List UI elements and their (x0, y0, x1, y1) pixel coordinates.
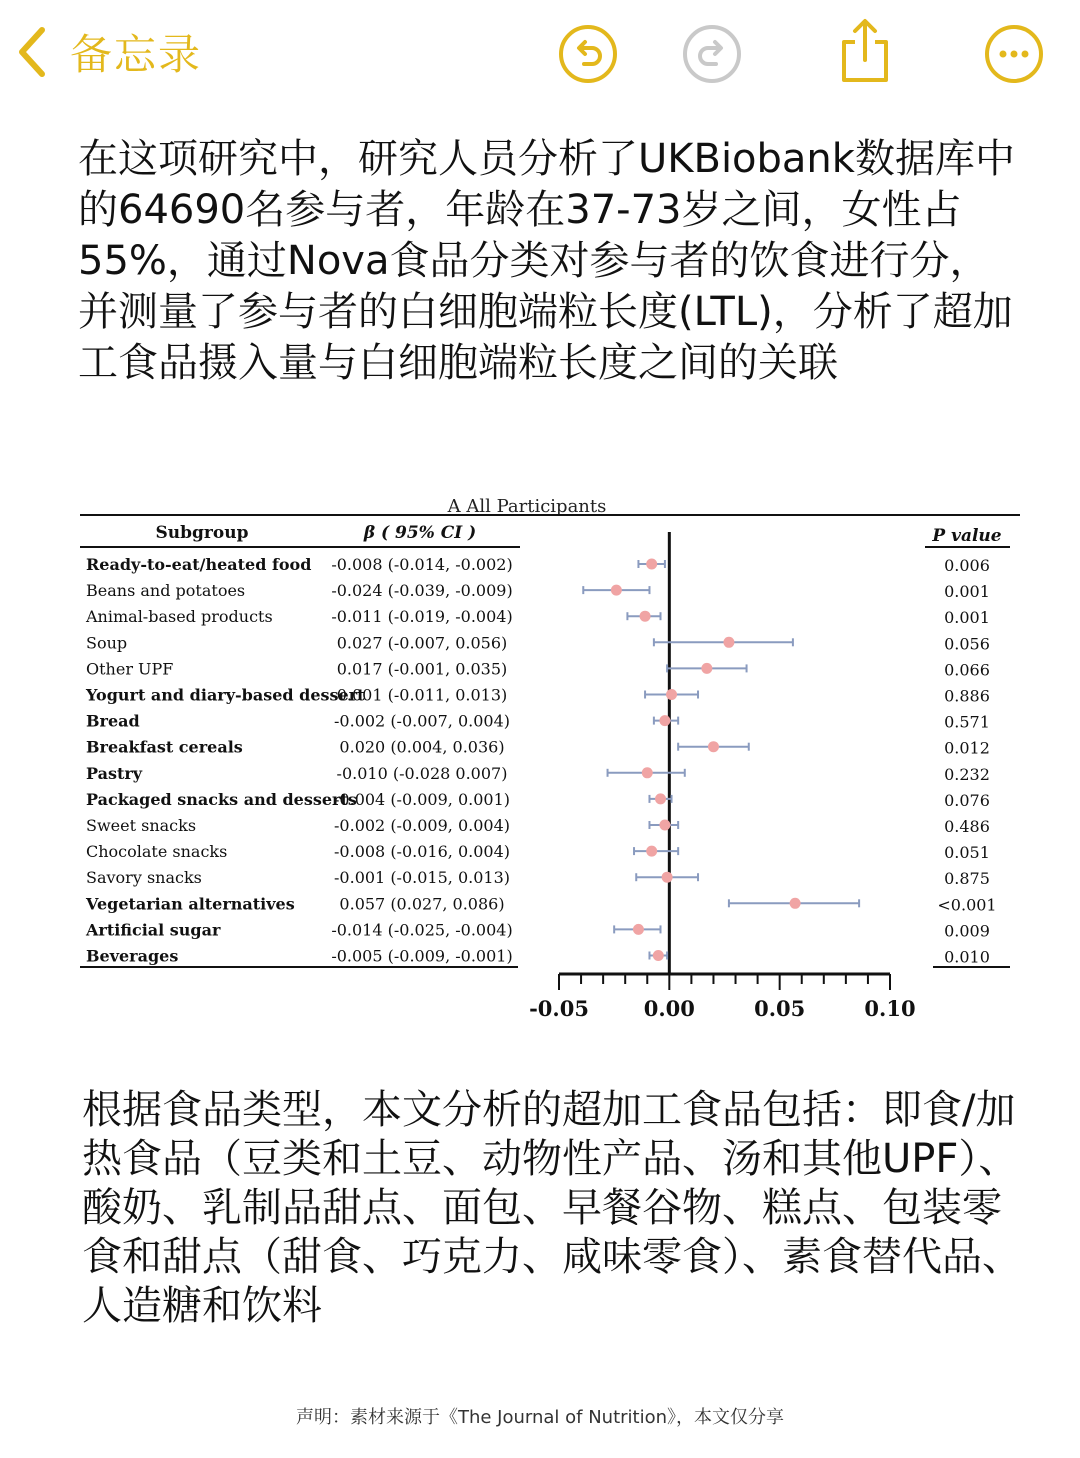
row-label: Yogurt and diary-based dessert (86, 685, 365, 705)
row-p-value: 0.886 (944, 686, 990, 706)
row-beta-ci: -0.008 (-0.014, -0.002) (331, 555, 513, 574)
row-p-value: 0.486 (944, 817, 990, 836)
point-estimate (633, 924, 644, 935)
point-estimate (640, 611, 651, 622)
row-beta-ci: -0.004 (-0.009, 0.001) (334, 789, 510, 809)
row-p-value: 0.012 (944, 738, 990, 758)
point-estimate (646, 846, 657, 857)
row-beta-ci: -0.024 (-0.039, -0.009) (331, 581, 513, 601)
x-tick-label: 0.05 (754, 996, 806, 1021)
note-paragraph-intro[interactable]: 在这项研究中，研究人员分析了UKBiobank数据库中的64690名参与者，年龄在37-73岁之间，女性占55%，通过Nova食品分类对参与者的饮食进行分，并测量了参与者的白细胞端粒长度(LTL)，分析了超加工食品摄入量与白细胞端粒长度之间的关联 (78, 136, 1015, 386)
row-p-value: 0.232 (944, 764, 990, 784)
row-beta-ci: 0.057 (0.027, 0.086) (339, 894, 505, 914)
redo-circle-icon[interactable] (682, 24, 742, 84)
row-beta-ci: 0.027 (-0.007, 0.056) (336, 633, 508, 653)
row-p-value: 0.006 (944, 556, 990, 575)
row-p-value: <0.001 (937, 895, 997, 915)
p-value-header: P value (932, 526, 1002, 546)
row-label: Artificial sugar (86, 920, 221, 940)
forest-plot (0, 490, 1080, 1050)
row-beta-ci: -0.008 (-0.016, 0.004) (334, 842, 510, 862)
row-p-value: 0.571 (944, 712, 990, 732)
chevron-left-icon (14, 24, 50, 80)
row-p-value: 0.875 (944, 869, 990, 889)
note-paragraph-food-types[interactable]: 根据食品类型，本文分析的超加工食品包括：即食/加热食品（豆类和土豆、动物性产品、汤和其他UPF）、酸奶、乳制品甜点、面包、早餐谷物、糕点、包装零食和甜点（甜食、巧克力、咸味零食）、素食替代品、人造糖和饮料 (82, 1087, 1022, 1329)
row-label: Breakfast cereals (86, 737, 243, 757)
point-estimate (655, 793, 666, 804)
row-p-value: 0.076 (944, 790, 990, 810)
x-tick-label: -0.05 (529, 996, 589, 1021)
point-estimate (659, 820, 670, 831)
row-label: Beans and potatoes (86, 581, 246, 601)
undo-circle-icon[interactable] (558, 24, 618, 84)
row-p-value: 0.051 (944, 843, 990, 863)
row-beta-ci: 0.017 (-0.001, 0.035) (336, 659, 508, 679)
row-p-value: 0.056 (944, 634, 990, 654)
point-estimate (790, 898, 801, 909)
row-beta-ci: -0.014 (-0.025, -0.004) (331, 920, 513, 940)
row-beta-ci: 0.001 (-0.011, 0.013) (336, 685, 508, 705)
point-estimate (662, 872, 673, 883)
row-beta-ci: -0.010 (-0.028 0.007) (336, 763, 508, 783)
point-estimate (611, 585, 622, 596)
back-label: 备忘录 (70, 30, 203, 79)
point-estimate (708, 741, 719, 752)
source-disclaimer: 声明：素材来源于《The Journal of Nutrition》，本文仅分享 (295, 1407, 785, 1428)
row-beta-ci: -0.005 (-0.009, -0.001) (331, 946, 513, 966)
notes-toolbar (0, 0, 1080, 110)
point-estimate (659, 715, 670, 726)
row-label: Animal-based products (86, 607, 273, 627)
row-p-value: 0.066 (944, 660, 990, 680)
row-beta-ci: -0.002 (-0.007, 0.004) (334, 711, 510, 731)
row-beta-ci: -0.002 (-0.009, 0.004) (334, 816, 510, 835)
row-label: Other UPF (86, 659, 174, 679)
row-beta-ci: -0.001 (-0.015, 0.013) (334, 868, 510, 888)
x-tick-label: 0.10 (864, 996, 916, 1021)
row-label: Vegetarian alternatives (86, 894, 295, 914)
row-p-value: 0.010 (944, 947, 990, 967)
chart-title: A All Participants (447, 496, 607, 517)
row-label: Soup (86, 633, 128, 653)
row-label: Savory snacks (86, 868, 202, 888)
row-p-value: 0.001 (944, 608, 990, 628)
row-label: Chocolate snacks (86, 842, 228, 862)
share-icon[interactable] (836, 16, 894, 86)
row-label: Ready-to-eat/heated food (86, 555, 312, 574)
row-label: Packaged snacks and desserts (86, 789, 357, 809)
row-beta-ci: 0.020 (0.004, 0.036) (339, 737, 505, 757)
point-estimate (653, 950, 664, 961)
row-label: Pastry (86, 763, 143, 783)
point-estimate (666, 689, 677, 700)
row-label: Bread (86, 711, 140, 731)
point-estimate (646, 559, 657, 570)
row-p-value: 0.009 (944, 921, 990, 941)
row-label: Beverages (86, 946, 179, 966)
forest-plot-figure (0, 490, 1080, 1050)
more-circle-icon[interactable] (984, 24, 1044, 84)
point-estimate (701, 663, 712, 674)
point-estimate (723, 637, 734, 648)
point-estimate (642, 767, 653, 778)
back-button[interactable] (14, 22, 202, 82)
x-tick-label: 0.00 (643, 996, 695, 1021)
row-p-value: 0.001 (944, 582, 990, 602)
subgroup-header: Subgroup (155, 523, 249, 543)
beta-ci-header: β ( 95% CI ) (363, 523, 477, 543)
row-beta-ci: -0.011 (-0.019, -0.004) (331, 607, 513, 627)
row-label: Sweet snacks (86, 816, 197, 835)
